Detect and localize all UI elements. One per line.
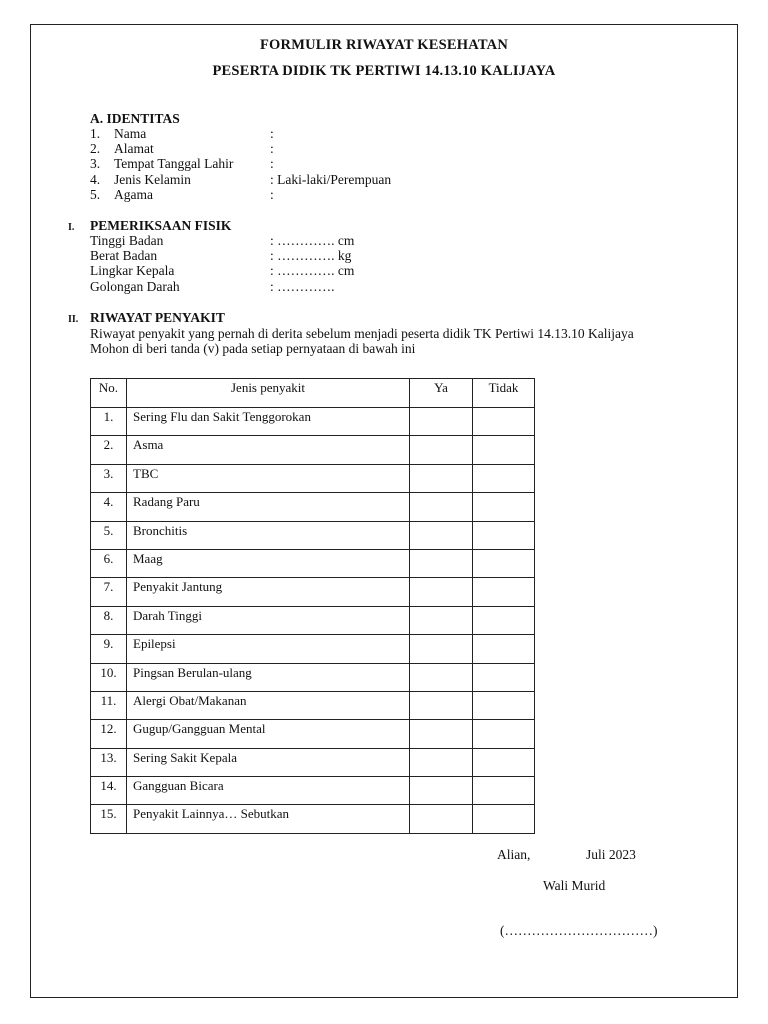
header-no: No. xyxy=(91,379,127,408)
row-disease-name: Penyakit Jantung xyxy=(127,578,410,606)
fisik-value: : …………. kg xyxy=(270,248,352,263)
table-row xyxy=(91,748,535,776)
row-number: 13. xyxy=(91,748,127,776)
row-tidak-checkbox[interactable] xyxy=(473,436,535,464)
fisik-label: Golongan Darah xyxy=(90,279,180,294)
row-disease-name: Alergi Obat/Makanan xyxy=(127,691,410,719)
row-number: 4. xyxy=(91,493,127,521)
table-row xyxy=(91,464,535,492)
row-tidak-checkbox[interactable] xyxy=(473,691,535,719)
fisik-label: Berat Badan xyxy=(90,248,158,263)
table-row xyxy=(91,720,535,748)
fisik-label: Tinggi Badan xyxy=(90,233,164,248)
row-tidak-checkbox[interactable] xyxy=(473,777,535,805)
table-row xyxy=(91,549,535,577)
row-tidak-checkbox[interactable] xyxy=(473,606,535,634)
row-ya-checkbox[interactable] xyxy=(410,663,473,691)
fisik-label: Lingkar Kepala xyxy=(90,263,175,278)
identitas-value: : xyxy=(270,141,274,156)
identitas-value: : xyxy=(270,126,274,141)
row-tidak-checkbox[interactable] xyxy=(473,748,535,776)
row-ya-checkbox[interactable] xyxy=(410,606,473,634)
row-ya-checkbox[interactable] xyxy=(410,691,473,719)
row-ya-checkbox[interactable] xyxy=(410,578,473,606)
table-row xyxy=(91,635,535,663)
row-number: 10. xyxy=(91,663,127,691)
table-row xyxy=(91,408,535,436)
penyakit-roman: II. xyxy=(68,314,79,325)
table-row xyxy=(91,521,535,549)
disease-table xyxy=(90,378,535,834)
header-ya: Ya xyxy=(410,379,473,408)
signature-place: Alian, xyxy=(497,847,531,862)
row-disease-name: Pingsan Berulan-ulang xyxy=(127,663,410,691)
table-row xyxy=(91,777,535,805)
form-subtitle: PESERTA DIDIK TK PERTIWI 14.13.10 KALIJAYA xyxy=(212,63,556,79)
row-ya-checkbox[interactable] xyxy=(410,748,473,776)
row-tidak-checkbox[interactable] xyxy=(473,635,535,663)
identitas-number: 3. xyxy=(90,156,101,171)
row-ya-checkbox[interactable] xyxy=(410,464,473,492)
row-number: 9. xyxy=(91,635,127,663)
row-tidak-checkbox[interactable] xyxy=(473,493,535,521)
row-number: 3. xyxy=(91,464,127,492)
row-disease-name: Darah Tinggi xyxy=(127,606,410,634)
row-disease-name: TBC xyxy=(127,464,410,492)
row-tidak-checkbox[interactable] xyxy=(473,549,535,577)
table-row xyxy=(91,805,535,833)
header-jenis-penyakit: Jenis penyakit xyxy=(127,379,410,408)
identitas-label: Jenis Kelamin xyxy=(114,172,191,187)
row-ya-checkbox[interactable] xyxy=(410,521,473,549)
row-disease-name: Gangguan Bicara xyxy=(127,777,410,805)
row-number: 6. xyxy=(91,549,127,577)
row-disease-name: Bronchitis xyxy=(127,521,410,549)
table-header-row xyxy=(91,379,535,408)
row-ya-checkbox[interactable] xyxy=(410,720,473,748)
row-disease-name: Asma xyxy=(127,436,410,464)
row-tidak-checkbox[interactable] xyxy=(473,805,535,833)
row-number: 8. xyxy=(91,606,127,634)
signature-date: Juli 2023 xyxy=(586,847,636,862)
table-row xyxy=(91,436,535,464)
identitas-label: Alamat xyxy=(114,141,154,156)
penyakit-description: Riwayat penyakit yang pernah di derita sebelum menjadi peserta didik TK Pertiwi 14.13.10 Kalijaya xyxy=(90,326,634,341)
identitas-value: : xyxy=(270,156,274,171)
identitas-value: : xyxy=(270,187,274,202)
row-number: 12. xyxy=(91,720,127,748)
table-row xyxy=(91,691,535,719)
identitas-number: 2. xyxy=(90,141,101,156)
row-disease-name: Gugup/Gangguan Mental xyxy=(127,720,410,748)
identitas-number: 1. xyxy=(90,126,101,141)
row-disease-name: Radang Paru xyxy=(127,493,410,521)
identitas-number: 4. xyxy=(90,172,101,187)
row-tidak-checkbox[interactable] xyxy=(473,663,535,691)
row-tidak-checkbox[interactable] xyxy=(473,464,535,492)
form-title: FORMULIR RIWAYAT KESEHATAN xyxy=(260,37,508,53)
identitas-label: Tempat Tanggal Lahir xyxy=(114,156,234,171)
row-tidak-checkbox[interactable] xyxy=(473,720,535,748)
fisik-value: : …………. xyxy=(270,279,335,294)
row-ya-checkbox[interactable] xyxy=(410,436,473,464)
fisik-value: : …………. cm xyxy=(270,263,355,278)
fisik-value: : …………. cm xyxy=(270,233,355,248)
row-tidak-checkbox[interactable] xyxy=(473,408,535,436)
table-row xyxy=(91,606,535,634)
identitas-label: Nama xyxy=(114,126,147,141)
row-number: 14. xyxy=(91,777,127,805)
row-number: 11. xyxy=(91,691,127,719)
row-ya-checkbox[interactable] xyxy=(410,805,473,833)
row-ya-checkbox[interactable] xyxy=(410,408,473,436)
fisik-roman: I. xyxy=(68,222,75,233)
identitas-number: 5. xyxy=(90,187,101,202)
row-tidak-checkbox[interactable] xyxy=(473,578,535,606)
row-number: 2. xyxy=(91,436,127,464)
row-ya-checkbox[interactable] xyxy=(410,635,473,663)
table-row xyxy=(91,578,535,606)
row-disease-name: Maag xyxy=(127,549,410,577)
row-disease-name: Sering Sakit Kepala xyxy=(127,748,410,776)
penyakit-heading: RIWAYAT PENYAKIT xyxy=(90,310,225,325)
identitas-heading: A. IDENTITAS xyxy=(90,111,180,126)
row-ya-checkbox[interactable] xyxy=(410,493,473,521)
row-number: 5. xyxy=(91,521,127,549)
table-row xyxy=(91,493,535,521)
penyakit-instruction: Mohon di beri tanda (v) pada setiap pernyataan di bawah ini xyxy=(90,341,416,356)
fisik-heading: PEMERIKSAAN FISIK xyxy=(90,218,232,233)
row-disease-name: Sering Flu dan Sakit Tenggorokan xyxy=(127,408,410,436)
row-number: 15. xyxy=(91,805,127,833)
row-ya-checkbox[interactable] xyxy=(410,777,473,805)
row-disease-name: Epilepsi xyxy=(127,635,410,663)
table-row xyxy=(91,663,535,691)
row-number: 7. xyxy=(91,578,127,606)
row-number: 1. xyxy=(91,408,127,436)
row-disease-name: Penyakit Lainnya… Sebutkan xyxy=(127,805,410,833)
row-ya-checkbox[interactable] xyxy=(410,549,473,577)
header-tidak: Tidak xyxy=(473,379,535,408)
row-tidak-checkbox[interactable] xyxy=(473,521,535,549)
identitas-label: Agama xyxy=(114,187,153,202)
signature-line: (……………………………) xyxy=(500,923,658,938)
signature-role: Wali Murid xyxy=(543,878,606,893)
identitas-value: : Laki-laki/Perempuan xyxy=(270,172,392,187)
